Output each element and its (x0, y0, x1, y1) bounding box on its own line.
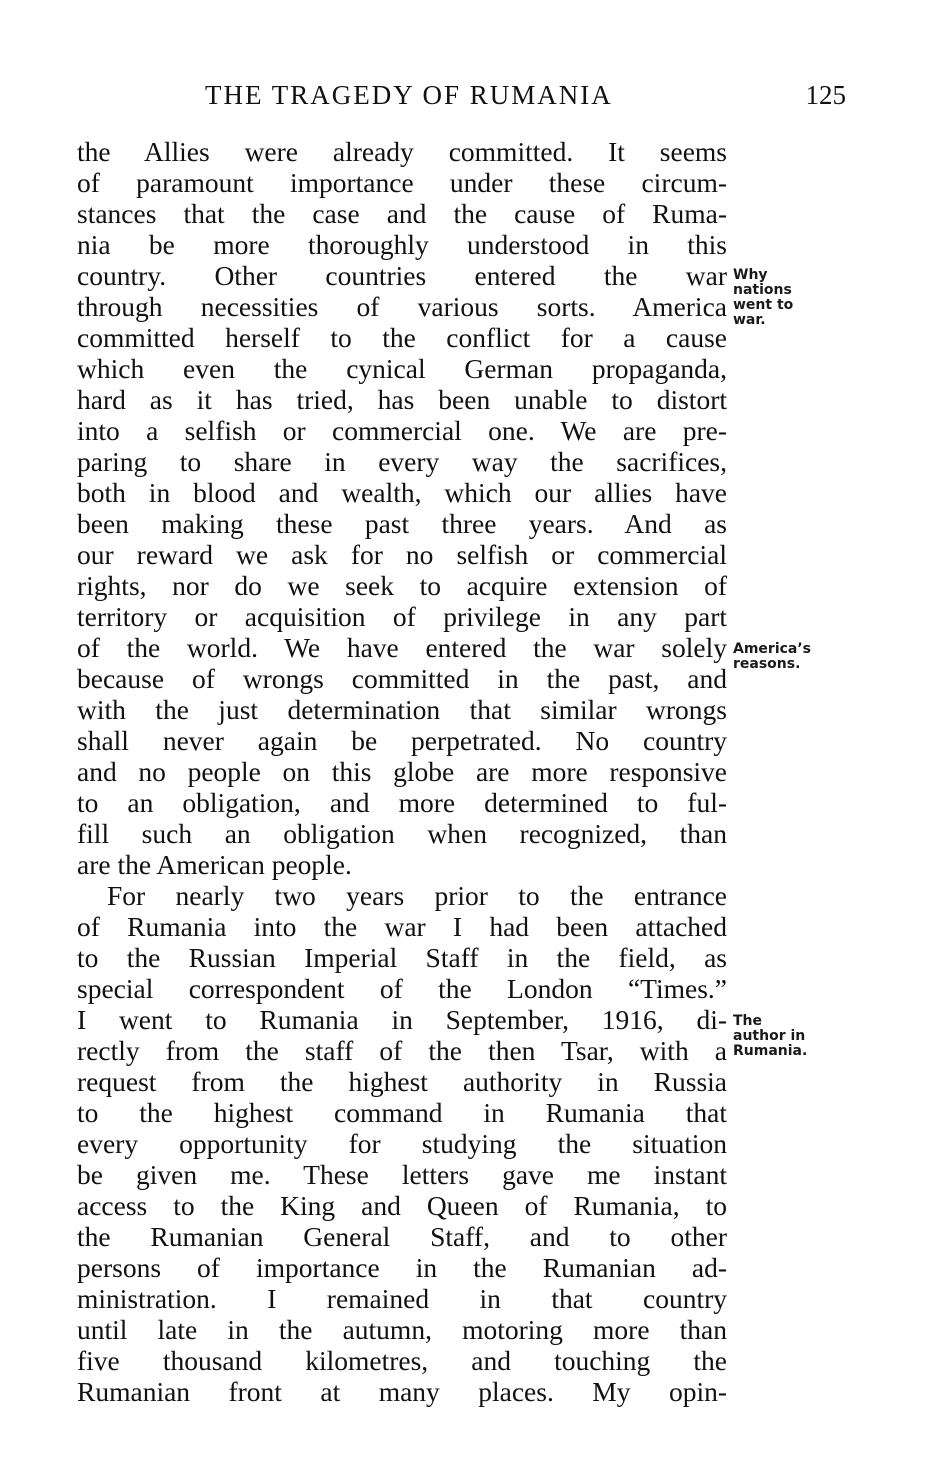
text-line: stances that the case and the cause of Ruma- (77, 198, 727, 229)
sidenote-line: war. (733, 312, 766, 328)
sidenote-line: nations (733, 282, 792, 298)
text-line: ministration. I remained in that country (77, 1283, 727, 1314)
text-line: to the Russian Imperial Staff in the field, as (77, 942, 727, 973)
text-line: been making these past three years. And as (77, 508, 727, 539)
text-line: which even the cynical German propaganda, (77, 353, 727, 384)
text-line: every opportunity for studying the situation (77, 1128, 727, 1159)
text-line: are the American people. (77, 849, 352, 880)
text-line: of Rumania into the war I had been attached (77, 911, 727, 942)
sidenote-line: went to (733, 297, 794, 313)
text-line: territory or acquisition of privilege in any part (77, 601, 727, 632)
text-line: until late in the autumn, motoring more than (77, 1314, 727, 1345)
text-line: of the world. We have entered the war solely (77, 632, 727, 663)
text-line: persons of importance in the Rumanian ad- (77, 1252, 727, 1283)
sidenote-line: Rumania. (733, 1043, 808, 1059)
sidenote-americas-reasons (733, 642, 811, 672)
text-line: shall never again be perpetrated. No country (77, 725, 727, 756)
text-line: the Rumanian General Staff, and to other (77, 1221, 727, 1252)
sidenote-line: America’s (733, 641, 812, 657)
sidenote-line: author in (733, 1028, 806, 1044)
text-line: fill such an obligation when recognized, than (77, 818, 727, 849)
text-line: the Allies were already committed. It seems (77, 136, 727, 167)
sidenote-author-in-rumania (733, 1014, 807, 1059)
text-line: paring to share in every way the sacrifices, (77, 446, 727, 477)
text-line: committed herself to the conflict for a cause (77, 322, 727, 353)
text-line: because of wrongs committed in the past, and (77, 663, 727, 694)
text-line: rectly from the staff of the then Tsar, with a (77, 1035, 727, 1066)
text-line: nia be more thoroughly understood in this (77, 229, 727, 260)
text-line: hard as it has tried, has been unable to distort (77, 384, 727, 415)
text-line: both in blood and wealth, which our allies have (77, 477, 727, 508)
text-line: I went to Rumania in September, 1916, di- (77, 1004, 727, 1035)
text-line: country. Other countries entered the war (77, 260, 727, 291)
text-line: to the highest command in Rumania that (77, 1097, 727, 1128)
sidenote-line: Why (733, 267, 768, 283)
sidenote-line: reasons. (733, 656, 801, 672)
text-line: rights, nor do we seek to acquire extension of (77, 570, 727, 601)
text-line: into a selfish or commercial one. We are pre- (77, 415, 727, 446)
running-title: THE TRAGEDY OF RUMANIA (205, 80, 613, 110)
sidenote-line: The (733, 1013, 763, 1029)
text-line: five thousand kilometres, and touching the (77, 1345, 727, 1376)
page-number: 125 (805, 80, 846, 110)
text-line: through necessities of various sorts. America (77, 291, 727, 322)
text-line: with the just determination that similar wrongs (77, 694, 727, 725)
text-line: be given me. These letters gave me instant (77, 1159, 727, 1190)
text-line: request from the highest authority in Russia (77, 1066, 727, 1097)
text-line: access to the King and Queen of Rumania, to (77, 1190, 727, 1221)
text-line: of paramount importance under these circum- (77, 167, 727, 198)
text-line: our reward we ask for no selfish or commercial (77, 539, 727, 570)
sidenote-why-nations-went-to-war (733, 268, 793, 328)
text-line: For nearly two years prior to the entrance (107, 880, 727, 911)
text-line: Rumanian front at many places. My opin- (77, 1376, 727, 1407)
text-line: and no people on this globe are more responsive (77, 756, 727, 787)
text-line: to an obligation, and more determined to ful- (77, 787, 727, 818)
body-text (77, 136, 727, 1407)
text-line: special correspondent of the London “Times.” (77, 973, 727, 1004)
